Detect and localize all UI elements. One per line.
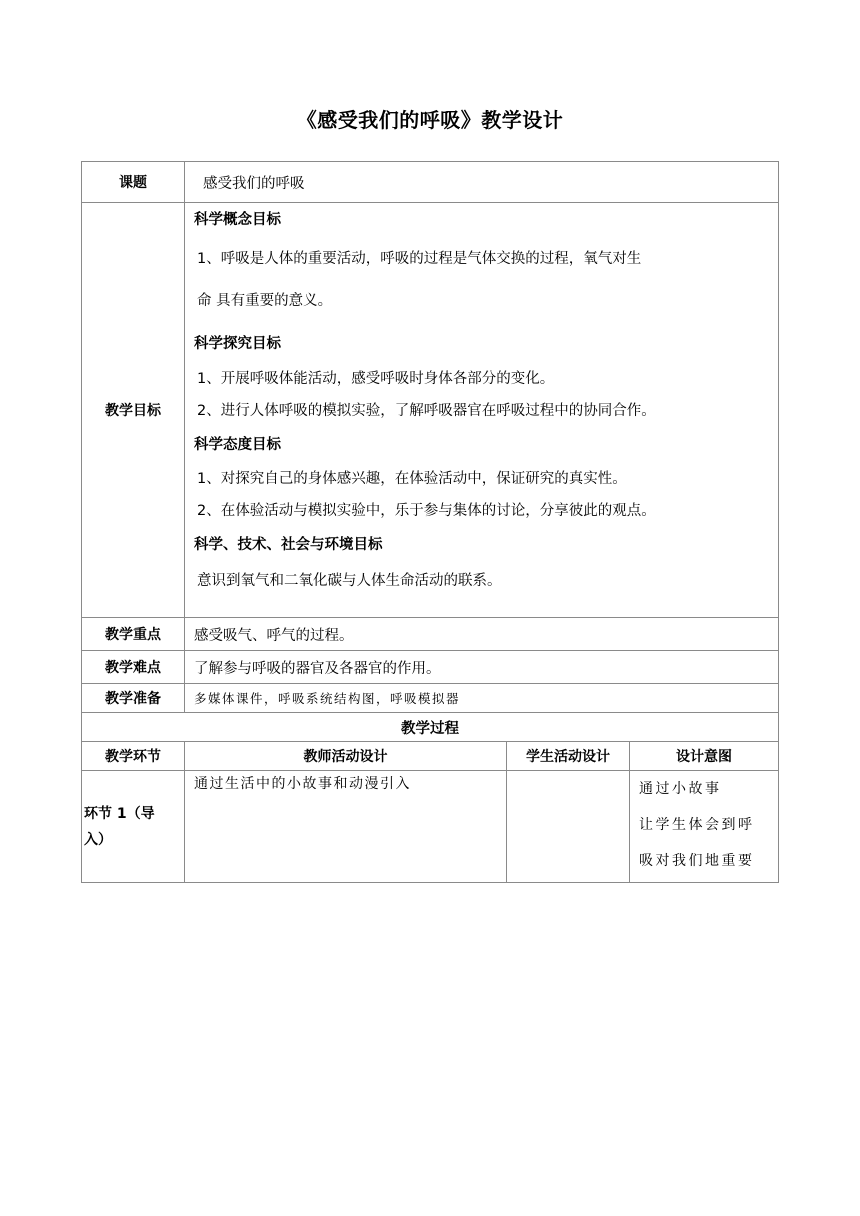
preparation-row (82, 684, 779, 713)
objectives-content (185, 203, 779, 618)
objective-heading: 科学探究目标 (194, 336, 281, 352)
preparation-label: 教学准备 (82, 684, 185, 713)
process-header-row (82, 742, 779, 771)
stage-line: 入） (84, 831, 112, 848)
difficulty-value: 了解参与呼吸的器官及各器官的作用。 (185, 651, 779, 684)
stage-cell (82, 771, 185, 883)
design-intent (630, 771, 779, 883)
objective-item: 1、开展呼吸体能活动，感受呼吸时身体各部分的变化。 (197, 371, 555, 387)
stage-line: 环节 1（导 (84, 805, 155, 822)
objective-heading: 科学概念目标 (194, 212, 281, 228)
topic-value: 感受我们的呼吸 (185, 162, 779, 203)
topic-row (82, 162, 779, 203)
column-header: 学生活动设计 (507, 742, 630, 771)
process-row (82, 771, 779, 883)
objective-item: 2、在体验活动与模拟实验中，乐于参与集体的讨论，分享彼此的观点。 (197, 503, 656, 519)
objective-item: 命 具有重要的意义。 (197, 293, 333, 309)
intent-line: 吸对我们地重要 (639, 853, 755, 869)
teacher-activity: 通过生活中的小故事和动漫引入 (185, 771, 507, 883)
objectives-label: 教学目标 (82, 203, 185, 618)
key-point-row (82, 618, 779, 651)
objectives-row (82, 203, 779, 618)
topic-label: 课题 (82, 162, 185, 203)
process-title-row (82, 713, 779, 742)
document-title: 《感受我们的呼吸》教学设计 (296, 108, 564, 132)
key-point-label: 教学重点 (82, 618, 185, 651)
intent-line: 通过小故事 (639, 781, 722, 797)
preparation-value: 多媒体课件，呼吸系统结构图，呼吸模拟器 (185, 684, 779, 713)
objective-item: 意识到氧气和二氧化碳与人体生命活动的联系。 (197, 573, 502, 589)
objective-heading: 科学态度目标 (194, 437, 281, 453)
objective-item: 1、对探究自己的身体感兴趣，在体验活动中，保证研究的真实性。 (197, 471, 627, 487)
objective-heading: 科学、技术、社会与环境目标 (194, 537, 383, 553)
key-point-value: 感受吸气、呼气的过程。 (185, 618, 779, 651)
process-title: 教学过程 (82, 713, 779, 742)
column-header: 教学环节 (82, 742, 185, 771)
student-activity (507, 771, 630, 883)
column-header: 设计意图 (630, 742, 779, 771)
intent-line: 让学生体会到呼 (639, 817, 755, 833)
objective-item: 1、呼吸是人体的重要活动，呼吸的过程是气体交换的过程，氧气对生 (197, 251, 642, 267)
lesson-plan-table (81, 161, 779, 883)
difficulty-label: 教学难点 (82, 651, 185, 684)
objective-item: 2、进行人体呼吸的模拟实验，了解呼吸器官在呼吸过程中的协同合作。 (197, 403, 656, 419)
column-header: 教师活动设计 (185, 742, 507, 771)
difficulty-row (82, 651, 779, 684)
